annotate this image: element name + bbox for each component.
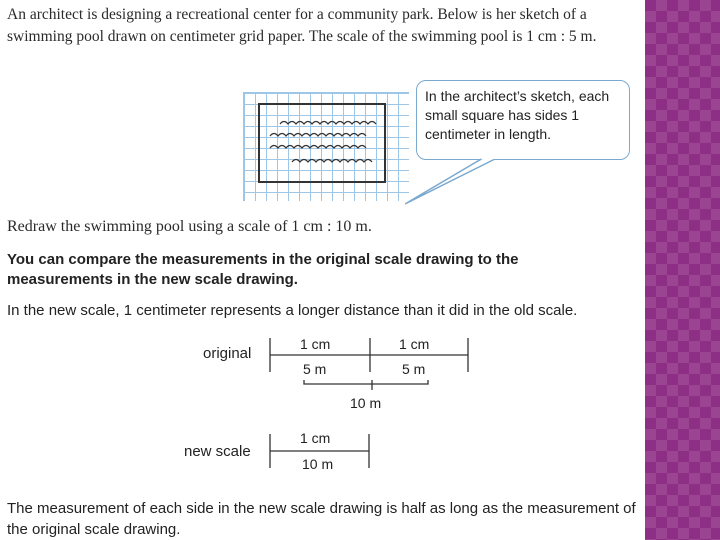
new-scale-label: new scale bbox=[184, 443, 251, 460]
new-scale-explanation: In the new scale, 1 centimeter represents a longer distance than it did in the old scale. bbox=[7, 302, 578, 319]
new-bottom: 10 m bbox=[302, 456, 334, 472]
redraw-instruction: Redraw the swimming pool using a scale of 1 cm : 10 m. bbox=[7, 218, 372, 235]
decorative-side-panel bbox=[645, 0, 720, 540]
callout-text: In the architect’s sketch, each small square has sides 1 centimeter in length. bbox=[425, 88, 610, 142]
original-label: original bbox=[203, 345, 252, 362]
orig-total: 10 m bbox=[350, 395, 382, 411]
compare-heading: You can compare the measurements in the original scale drawing to the measurements in the new scale drawing. bbox=[7, 251, 519, 288]
conclusion-text: The measurement of each side in the new scale drawing is half as long as the measurement of the original scale drawing. bbox=[7, 500, 636, 538]
water-waves-icon bbox=[262, 118, 384, 172]
orig-top-2: 1 cm bbox=[399, 336, 430, 352]
sketch-callout bbox=[416, 80, 630, 160]
orig-top-1: 1 cm bbox=[300, 336, 331, 352]
callout-pointer bbox=[405, 156, 505, 206]
orig-bottom-1: 5 m bbox=[303, 361, 327, 377]
orig-bottom-2: 5 m bbox=[402, 361, 426, 377]
intro-paragraph: An architect is designing a recreational center for a community park. Below is her sketch of a swimming pool drawn on centimeter grid paper. The scale of the swimming pool is 1 cm : 5 m. bbox=[7, 6, 597, 45]
new-top: 1 cm bbox=[300, 430, 331, 446]
